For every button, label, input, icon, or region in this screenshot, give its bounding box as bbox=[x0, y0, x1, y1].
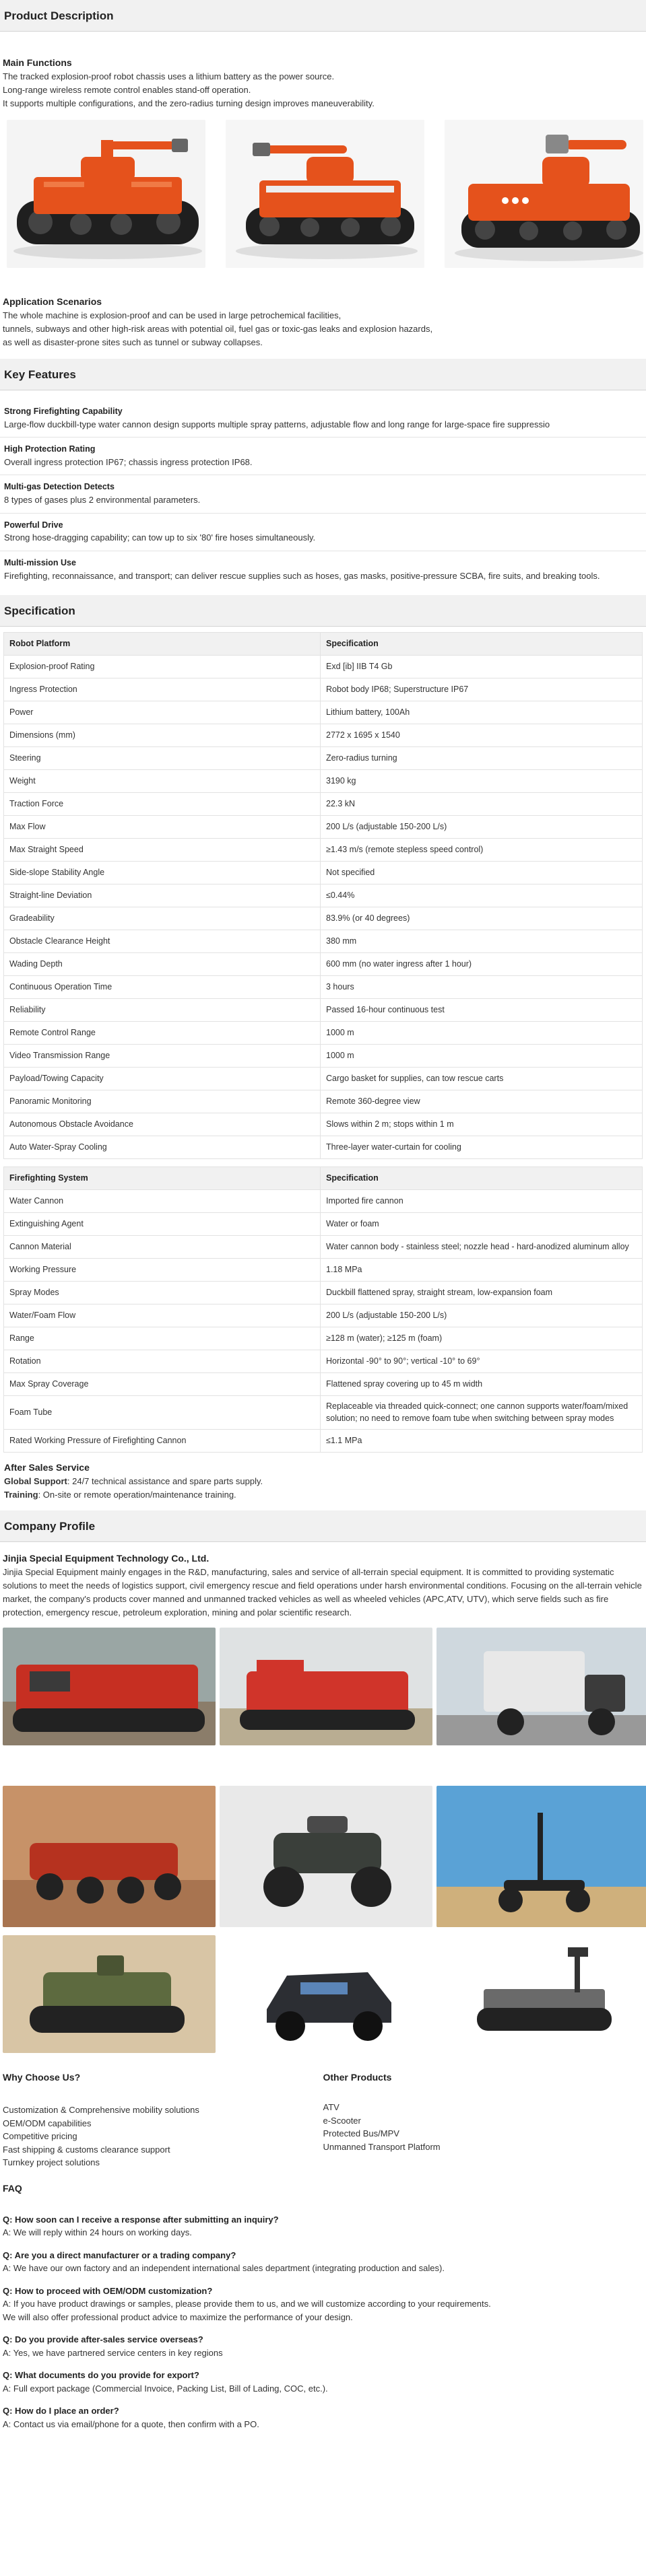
spec-value: Flattened spray covering up to 45 m width bbox=[321, 1372, 643, 1395]
fire-tracked-vehicle-photo bbox=[220, 1628, 432, 1745]
key-features-header: Key Features bbox=[0, 359, 646, 390]
spec-label: Max Flow bbox=[4, 815, 321, 838]
spec-value: ≥1.43 m/s (remote stepless speed control) bbox=[321, 838, 643, 861]
spec-value: Not specified bbox=[321, 861, 643, 884]
table-row bbox=[4, 769, 643, 792]
table-row bbox=[4, 1304, 643, 1327]
faq-answer: A: We have our own factory and an independent international sales department (integrating production and sales). bbox=[3, 2263, 445, 2274]
table-row bbox=[4, 1350, 643, 1372]
spec-label: Explosion-proof Rating bbox=[4, 655, 321, 678]
feature-item bbox=[0, 400, 646, 437]
table-row bbox=[4, 975, 643, 998]
faq-item bbox=[3, 2404, 643, 2431]
spec-value: Passed 16-hour continuous test bbox=[321, 998, 643, 1021]
table-row bbox=[4, 1430, 643, 1453]
spec-value: Horizontal -90° to 90°; vertical -10° to 69° bbox=[321, 1350, 643, 1372]
training-line: Training: On-site or remote operation/maintenance training. bbox=[4, 1489, 236, 1500]
table-row bbox=[4, 1189, 643, 1212]
application-text: The whole machine is explosion-proof and can be used in large petrochemical facilities, tunnels, subways and other high-risk areas with potential oil, fuel gas or toxic-gas leaks and explosion hazards, as well as disaster-prone sites such as tunnel or subway collapses. bbox=[3, 310, 433, 348]
spec-label: Side-slope Stability Angle bbox=[4, 861, 321, 884]
feature-item bbox=[0, 437, 646, 475]
spec-value: Duckbill flattened spray, straight stream, low-expansion foam bbox=[321, 1281, 643, 1304]
table-row bbox=[4, 998, 643, 1021]
product-link[interactable]: ATV bbox=[323, 2102, 340, 2113]
spec-value: Cargo basket for supplies, can tow rescue carts bbox=[321, 1067, 643, 1090]
why-item: Customization & Comprehensive mobility solutions bbox=[3, 2105, 199, 2116]
spec-value: Remote 360-degree view bbox=[321, 1090, 643, 1113]
company-name: Jinjia Special Equipment Technology Co., Ltd. bbox=[3, 1552, 209, 1564]
table-row bbox=[4, 678, 643, 701]
company-gallery bbox=[3, 1628, 643, 2053]
faq-answer: A: We will reply within 24 hours on working days. bbox=[3, 2227, 192, 2238]
firefighting-header-row bbox=[4, 1167, 643, 1189]
spec-value: Water cannon body - stainless steel; nozzle head - hard-anodized aluminum alloy bbox=[321, 1235, 643, 1258]
spec-value: Replaceable via threaded quick-connect; one cannon supports water/foam/mixed solution; no need to remove foam tube when switching between spray modes bbox=[321, 1395, 643, 1430]
spec-value: Exd [ib] IIB T4 Gb bbox=[321, 655, 643, 678]
faq-question: Q: How soon can I receive a response after submitting an inquiry? bbox=[3, 2214, 279, 2225]
faq-item bbox=[3, 2369, 643, 2395]
spec-label: Range bbox=[4, 1327, 321, 1350]
spec-label: Straight-line Deviation bbox=[4, 884, 321, 907]
table-row bbox=[4, 1235, 643, 1258]
faq-item bbox=[3, 2285, 643, 2324]
feature-desc: Firefighting, reconnaissance, and transport; can deliver rescue supplies such as hoses, gas masks, positive-pressure SCBA, fire suits, and breaking tools. bbox=[4, 570, 600, 581]
other-products bbox=[323, 2070, 644, 2169]
why-and-products bbox=[0, 2053, 646, 2169]
faq-item bbox=[3, 2213, 643, 2239]
table-row bbox=[4, 1044, 643, 1067]
table-row bbox=[4, 952, 643, 975]
e-scooter-photo bbox=[437, 1786, 646, 1927]
spec-label: Weight bbox=[4, 769, 321, 792]
spec-label: Continuous Operation Time bbox=[4, 975, 321, 998]
product-link[interactable]: e-Scooter bbox=[323, 2115, 361, 2126]
table-row bbox=[4, 1136, 643, 1158]
spec-value: Slows within 2 m; stops within 1 m bbox=[321, 1113, 643, 1136]
specification-header: Specification bbox=[0, 595, 646, 627]
table-row bbox=[4, 907, 643, 930]
table-row bbox=[4, 1212, 643, 1235]
amphibious-atv-photo bbox=[3, 1786, 216, 1927]
table-row bbox=[4, 1395, 643, 1430]
other-products-title: Other Products bbox=[323, 2072, 392, 2083]
spec-label: Max Spray Coverage bbox=[4, 1372, 321, 1395]
why-choose-title: Why Choose Us? bbox=[3, 2072, 81, 2083]
spec-label: Working Pressure bbox=[4, 1258, 321, 1281]
tracked-carrier-photo bbox=[3, 1628, 216, 1745]
faq-item bbox=[3, 2333, 643, 2359]
spec-value: 3 hours bbox=[321, 975, 643, 998]
company-description: Jinjia Special Equipment mainly engages in the R&D, manufacturing, sales and service of all-terrain special equipment. It is committed to providing systematic solutions to meet the needs of logistics support, civil emergency rescue and field operations under harsh environmental conditions. Focusing on the all-terrain vehicle market, the company's products cover manned and unmanned tracked vehicles as well as wheeled vehicles (APC,ATV, UTV), which serve fields such as fire protection, emergency rescue, petroleum exploration, mining and polar scientific research. bbox=[3, 1566, 642, 1618]
spec-label: Foam Tube bbox=[4, 1395, 321, 1430]
robot-photo-2 bbox=[226, 120, 424, 268]
spec-label: Spray Modes bbox=[4, 1281, 321, 1304]
spec-label: Rated Working Pressure of Firefighting Cannon bbox=[4, 1430, 321, 1453]
table-row bbox=[4, 1372, 643, 1395]
spec-label: Water Cannon bbox=[4, 1189, 321, 1212]
table-gap bbox=[4, 1158, 643, 1167]
robot-platform-header-row bbox=[4, 632, 643, 655]
faq bbox=[0, 2182, 646, 2431]
atv-photo bbox=[220, 1786, 432, 1927]
table-header-cell: Firefighting System bbox=[4, 1167, 321, 1189]
feature-desc: Overall ingress protection IP67; chassis ingress protection IP68. bbox=[4, 456, 253, 467]
table-row bbox=[4, 861, 643, 884]
spec-value: 2772 x 1695 x 1540 bbox=[321, 724, 643, 746]
table-row bbox=[4, 655, 643, 678]
faq-answer: We will also offer professional product advice to maximize the performance of your design. bbox=[3, 2311, 353, 2322]
application-title: Application Scenarios bbox=[3, 295, 102, 307]
spec-label: Water/Foam Flow bbox=[4, 1304, 321, 1327]
spec-value: 200 L/s (adjustable 150-200 L/s) bbox=[321, 815, 643, 838]
spec-value: Robot body IP68; Superstructure IP67 bbox=[321, 678, 643, 701]
spec-value: 200 L/s (adjustable 150-200 L/s) bbox=[321, 1304, 643, 1327]
spec-value: Zero-radius turning bbox=[321, 746, 643, 769]
table-row bbox=[4, 815, 643, 838]
feature-title: Powerful Drive bbox=[4, 520, 63, 530]
spec-value: 22.3 kN bbox=[321, 792, 643, 815]
table-row bbox=[4, 1021, 643, 1044]
table-row bbox=[4, 884, 643, 907]
table-row bbox=[4, 792, 643, 815]
table-row bbox=[4, 1327, 643, 1350]
table-row bbox=[4, 701, 643, 724]
feature-title: High Protection Rating bbox=[4, 444, 96, 454]
product-link[interactable]: Unmanned Transport Platform bbox=[323, 2141, 441, 2152]
why-item: Competitive pricing bbox=[3, 2131, 77, 2142]
spec-label: Obstacle Clearance Height bbox=[4, 930, 321, 952]
spec-label: Auto Water-Spray Cooling bbox=[4, 1136, 321, 1158]
after-sales-title: After Sales Service bbox=[4, 1462, 90, 1473]
key-features-list bbox=[0, 400, 646, 588]
spec-value: 3190 kg bbox=[321, 769, 643, 792]
armored-vehicle-photo bbox=[220, 1935, 432, 2053]
spec-label: Reliability bbox=[4, 998, 321, 1021]
table-row bbox=[4, 1113, 643, 1136]
spec-value: Imported fire cannon bbox=[321, 1189, 643, 1212]
feature-desc: 8 types of gases plus 2 environmental parameters. bbox=[4, 495, 201, 506]
spec-label: Power bbox=[4, 701, 321, 724]
faq-title: FAQ bbox=[3, 2182, 22, 2194]
faq-answer: A: If you have product drawings or samples, please provide them to us, and we will customize according to your requirements. bbox=[3, 2299, 491, 2309]
spec-label: Steering bbox=[4, 746, 321, 769]
spec-label: Dimensions (mm) bbox=[4, 724, 321, 746]
faq-answer: A: Yes, we have partnered service centers in key regions bbox=[3, 2347, 223, 2358]
spec-value: Three-layer water-curtain for cooling bbox=[321, 1136, 643, 1158]
robot-photo-1 bbox=[7, 120, 205, 268]
faq-question: Q: How to proceed with OEM/ODM customization? bbox=[3, 2285, 213, 2296]
why-item: OEM/ODM capabilities bbox=[3, 2118, 92, 2128]
spec-value: ≥128 m (water); ≥125 m (foam) bbox=[321, 1327, 643, 1350]
faq-item bbox=[3, 2249, 643, 2275]
global-support-line: Global Support: 24/7 technical assistance and spare parts supply. bbox=[4, 1476, 263, 1487]
main-functions-title: Main Functions bbox=[3, 57, 72, 68]
spec-value: 1000 m bbox=[321, 1044, 643, 1067]
spec-label: Panoramic Monitoring bbox=[4, 1090, 321, 1113]
feature-desc: Strong hose-dragging capability; can tow up to six '80' fire hoses simultaneously. bbox=[4, 532, 316, 543]
spec-value: 600 mm (no water ingress after 1 hour) bbox=[321, 952, 643, 975]
spec-label: Video Transmission Range bbox=[4, 1044, 321, 1067]
feature-item bbox=[0, 475, 646, 512]
why-item: Fast shipping & customs clearance support bbox=[3, 2144, 170, 2155]
table-row bbox=[4, 724, 643, 746]
why-item: Turnkey project solutions bbox=[3, 2157, 100, 2168]
product-link[interactable]: Protected Bus/MPV bbox=[323, 2128, 399, 2139]
spec-value: 380 mm bbox=[321, 930, 643, 952]
spec-label: Payload/Towing Capacity bbox=[4, 1067, 321, 1090]
table-header-cell: Specification bbox=[321, 632, 643, 655]
spec-label: Extinguishing Agent bbox=[4, 1212, 321, 1235]
table-row bbox=[4, 1090, 643, 1113]
spec-label: Remote Control Range bbox=[4, 1021, 321, 1044]
feature-title: Multi-mission Use bbox=[4, 557, 76, 567]
tracked-ugv-photo bbox=[3, 1935, 216, 2053]
faq-question: Q: Are you a direct manufacturer or a trading company? bbox=[3, 2250, 236, 2260]
robot-photo-row bbox=[3, 110, 643, 277]
spec-label: Wading Depth bbox=[4, 952, 321, 975]
spec-table bbox=[3, 632, 643, 1453]
faq-question: Q: Do you provide after-sales service overseas? bbox=[3, 2334, 203, 2345]
spec-value: Water or foam bbox=[321, 1212, 643, 1235]
spec-value: ≤1.1 MPa bbox=[321, 1430, 643, 1453]
spec-label: Rotation bbox=[4, 1350, 321, 1372]
feature-item bbox=[0, 513, 646, 551]
spec-value: ≤0.44% bbox=[321, 884, 643, 907]
spec-value: 1000 m bbox=[321, 1021, 643, 1044]
spec-label: Max Straight Speed bbox=[4, 838, 321, 861]
table-row bbox=[4, 1067, 643, 1090]
spec-label: Cannon Material bbox=[4, 1235, 321, 1258]
faq-answer: A: Full export package (Commercial Invoice, Packing List, Bill of Lading, COC, etc.). bbox=[3, 2383, 328, 2394]
feature-title: Strong Firefighting Capability bbox=[4, 406, 123, 416]
spec-label: Ingress Protection bbox=[4, 678, 321, 701]
table-row bbox=[4, 1258, 643, 1281]
faq-question: Q: What documents do you provide for export? bbox=[3, 2370, 199, 2381]
table-row bbox=[4, 746, 643, 769]
table-row bbox=[4, 838, 643, 861]
transport-platform-photo bbox=[437, 1935, 646, 2053]
spec-value: 83.9% (or 40 degrees) bbox=[321, 907, 643, 930]
product-description-header: Product Description bbox=[0, 0, 646, 32]
why-choose-us bbox=[3, 2070, 323, 2169]
faq-question: Q: How do I place an order? bbox=[3, 2406, 119, 2416]
main-functions-text: The tracked explosion-proof robot chassis uses a lithium battery as the power source. Long-range wireless remote control enables stand-off operation. It supports multiple configurations, and the zero-radius turning design improves maneuverability. bbox=[3, 71, 375, 108]
table-row bbox=[4, 930, 643, 952]
feature-desc: Large-flow duckbill-type water cannon design supports multiple spray patterns, adjustable flow and long range for large-space fire suppressio bbox=[4, 419, 550, 429]
off-road-truck-photo bbox=[437, 1628, 646, 1745]
table-header-cell: Robot Platform bbox=[4, 632, 321, 655]
spec-label: Autonomous Obstacle Avoidance bbox=[4, 1113, 321, 1136]
company-profile-header: Company Profile bbox=[0, 1510, 646, 1542]
table-header-cell: Specification bbox=[321, 1167, 643, 1189]
faq-answer: A: Contact us via email/phone for a quote, then confirm with a PO. bbox=[3, 2418, 259, 2429]
spec-label: Traction Force bbox=[4, 792, 321, 815]
after-sales bbox=[0, 1453, 646, 1501]
table-row bbox=[4, 1281, 643, 1304]
spec-value: 1.18 MPa bbox=[321, 1258, 643, 1281]
feature-title: Multi-gas Detection Detects bbox=[4, 482, 115, 492]
spec-value: Lithium battery, 100Ah bbox=[321, 701, 643, 724]
feature-item bbox=[0, 551, 646, 588]
spec-label: Gradeability bbox=[4, 907, 321, 930]
robot-photo-3 bbox=[445, 120, 643, 268]
